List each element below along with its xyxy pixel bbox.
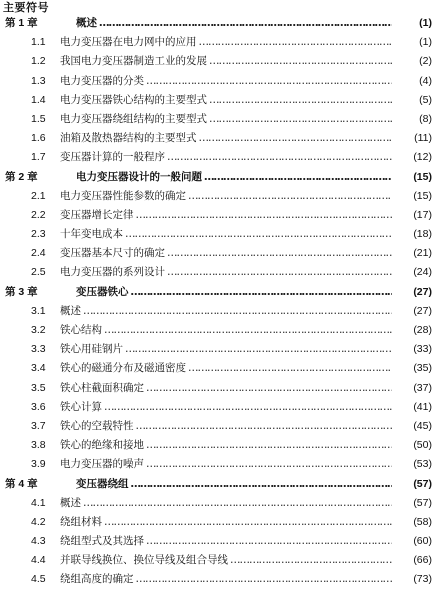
section-title xyxy=(60,513,392,532)
toc-section-row xyxy=(0,321,444,340)
page-number: (11) xyxy=(414,132,432,145)
entry-title-text: 并联导线换位、换位导线及组合导线 xyxy=(60,554,228,567)
section-title xyxy=(60,91,392,110)
chapter-number: 第 3 章 xyxy=(5,285,38,298)
section-number: 3.1 xyxy=(31,304,46,317)
entry-title-text: 铁心的磁通分布及磁通密度 xyxy=(60,362,186,375)
section-title xyxy=(60,455,392,474)
section-number: 4.3 xyxy=(31,535,46,548)
section-number: 2.4 xyxy=(31,247,46,260)
toc-section-row xyxy=(0,532,444,551)
section-number: 1.4 xyxy=(31,93,46,106)
section-title xyxy=(60,551,392,570)
section-title xyxy=(60,206,392,225)
toc-section-row xyxy=(0,187,444,206)
section-title xyxy=(60,398,392,417)
page-number: (57) xyxy=(413,477,432,490)
section-number: 3.5 xyxy=(31,381,46,394)
chapter-number: 第 4 章 xyxy=(5,477,38,490)
chapter-title xyxy=(76,283,392,302)
section-number: 1.5 xyxy=(31,112,46,125)
section-number: 4.2 xyxy=(31,515,46,528)
section-number: 4.4 xyxy=(31,554,46,567)
page-number: (37) xyxy=(413,381,432,394)
entry-title-text: 电力变压器铁心结构的主要型式 xyxy=(60,93,207,106)
section-number: 2.3 xyxy=(31,228,46,241)
toc-section-row xyxy=(0,570,444,589)
section-title xyxy=(60,187,392,206)
section-title xyxy=(60,72,392,91)
section-number: 1.7 xyxy=(31,151,46,164)
section-title xyxy=(60,494,392,513)
entry-title-text: 电力变压器性能参数的确定 xyxy=(60,189,186,202)
page-number: (24) xyxy=(413,266,432,279)
section-title xyxy=(60,379,392,398)
section-title xyxy=(60,570,392,589)
section-title xyxy=(60,340,392,359)
page-number: (12) xyxy=(413,151,432,164)
page-number: (18) xyxy=(413,228,432,241)
section-number: 4.1 xyxy=(31,496,46,509)
entry-title-text: 电力变压器的系列设计 xyxy=(60,266,165,279)
toc-section-row xyxy=(0,148,444,167)
entry-title-text: 绕组材料 xyxy=(60,515,102,528)
entry-title-text: 绕组型式及其选择 xyxy=(60,535,144,548)
page-number: (27) xyxy=(413,285,432,298)
section-title xyxy=(60,33,392,52)
toc-section-row xyxy=(0,551,444,570)
section-title xyxy=(60,225,392,244)
entry-title-text: 概述 xyxy=(76,17,97,29)
section-title xyxy=(60,436,392,455)
toc-chapter-row xyxy=(0,283,444,302)
entry-title-text: 电力变压器在电力网中的应用 xyxy=(60,36,197,49)
section-number: 3.9 xyxy=(31,458,46,471)
section-title xyxy=(60,244,392,263)
page-number: (1) xyxy=(419,17,432,29)
section-title xyxy=(60,417,392,436)
toc-section-row xyxy=(0,494,444,513)
section-number: 1.1 xyxy=(31,36,46,49)
page-number: (35) xyxy=(413,362,432,375)
section-title xyxy=(60,110,392,129)
section-title xyxy=(60,148,392,167)
page-number: (2) xyxy=(419,55,432,68)
entry-title-text: 变压器铁心 xyxy=(76,285,129,298)
toc-section-row xyxy=(0,379,444,398)
chapter-number: 第 2 章 xyxy=(5,170,38,183)
toc-section-row xyxy=(0,225,444,244)
section-number: 3.6 xyxy=(31,400,46,413)
entry-title-text: 变压器增长定律 xyxy=(60,208,134,221)
table-of-contents xyxy=(0,14,444,590)
page-number: (27) xyxy=(413,304,432,317)
page-number: (15) xyxy=(413,189,432,202)
page-number: (66) xyxy=(413,554,432,567)
page-number: (15) xyxy=(413,170,432,183)
page-header: 主要符号 xyxy=(3,1,49,14)
page-number: (73) xyxy=(413,573,432,586)
page-number: (4) xyxy=(419,74,432,87)
toc-section-row xyxy=(0,455,444,474)
section-title xyxy=(60,129,392,148)
entry-title-text: 概述 xyxy=(60,304,81,317)
entry-title-text: 铁心用硅钢片 xyxy=(60,343,123,356)
toc-section-row xyxy=(0,110,444,129)
toc-section-row xyxy=(0,206,444,225)
entry-title-text: 变压器计算的一般程序 xyxy=(60,151,165,164)
entry-title-text: 电力变压器绕组结构的主要型式 xyxy=(60,112,207,125)
entry-title-text: 十年变电成本 xyxy=(60,228,123,241)
section-number: 4.5 xyxy=(31,573,46,586)
entry-title-text: 变压器绕组 xyxy=(76,477,129,490)
entry-title-text: 电力变压器的噪声 xyxy=(60,458,144,471)
toc-section-row xyxy=(0,513,444,532)
section-number: 2.2 xyxy=(31,208,46,221)
section-number: 3.4 xyxy=(31,362,46,375)
section-number: 1.2 xyxy=(31,55,46,68)
page-number: (53) xyxy=(413,458,432,471)
toc-section-row xyxy=(0,359,444,378)
entry-title-text: 绕组高度的确定 xyxy=(60,573,134,586)
section-title xyxy=(60,532,392,551)
toc-section-row xyxy=(0,263,444,282)
entry-title-text: 铁心的绝缘和接地 xyxy=(60,439,144,452)
entry-title-text: 概述 xyxy=(60,496,81,509)
entry-title-text: 铁心结构 xyxy=(60,324,102,336)
page-number: (5) xyxy=(419,93,432,106)
section-number: 3.3 xyxy=(31,343,46,356)
section-number: 2.1 xyxy=(31,189,46,202)
page-number: (21) xyxy=(413,247,432,260)
page-number: (17) xyxy=(413,208,432,221)
entry-title-text: 电力变压器的分类 xyxy=(60,74,144,87)
page-number: (50) xyxy=(413,439,432,452)
entry-title-text: 铁心柱截面积确定 xyxy=(60,381,144,394)
page-number: (57) xyxy=(413,496,432,509)
section-number: 2.5 xyxy=(31,266,46,279)
page-number: (58) xyxy=(413,515,432,528)
section-number: 3.7 xyxy=(31,419,46,432)
section-number: 1.3 xyxy=(31,74,46,87)
toc-chapter-row xyxy=(0,14,444,33)
toc-section-row xyxy=(0,302,444,321)
toc-section-row xyxy=(0,33,444,52)
toc-chapter-row xyxy=(0,168,444,187)
toc-section-row xyxy=(0,129,444,148)
page-number: (8) xyxy=(419,112,432,125)
entry-title-text: 我国电力变压器制造工业的发展 xyxy=(60,55,207,68)
section-title xyxy=(60,263,392,282)
entry-title-text: 电力变压器设计的一般问题 xyxy=(76,170,202,183)
page-number: (1) xyxy=(419,36,432,49)
toc-section-row xyxy=(0,244,444,263)
section-title xyxy=(60,52,392,71)
section-title xyxy=(60,321,392,340)
toc-section-row xyxy=(0,340,444,359)
page-number: (41) xyxy=(413,400,432,413)
chapter-number: 第 1 章 xyxy=(5,17,38,29)
toc-section-row xyxy=(0,72,444,91)
entry-title-text: 变压器基本尺寸的确定 xyxy=(60,247,165,260)
page-number: (28) xyxy=(413,324,432,336)
toc-section-row xyxy=(0,398,444,417)
toc-section-row xyxy=(0,436,444,455)
page-number: (45) xyxy=(413,419,432,432)
entry-title-text: 铁心的空载特性 xyxy=(60,419,134,432)
entry-title-text: 铁心计算 xyxy=(60,400,102,413)
toc-section-row xyxy=(0,91,444,110)
section-number: 1.6 xyxy=(31,132,46,145)
section-number: 3.2 xyxy=(31,324,46,336)
section-title xyxy=(60,302,392,321)
toc-section-row xyxy=(0,417,444,436)
section-title xyxy=(60,359,392,378)
chapter-title xyxy=(76,168,392,187)
entry-title-text: 油箱及散热器结构的主要型式 xyxy=(60,132,197,145)
page-number: (60) xyxy=(413,535,432,548)
section-number: 3.8 xyxy=(31,439,46,452)
page-number: (33) xyxy=(413,343,432,356)
toc-section-row xyxy=(0,52,444,71)
chapter-title xyxy=(76,14,392,33)
